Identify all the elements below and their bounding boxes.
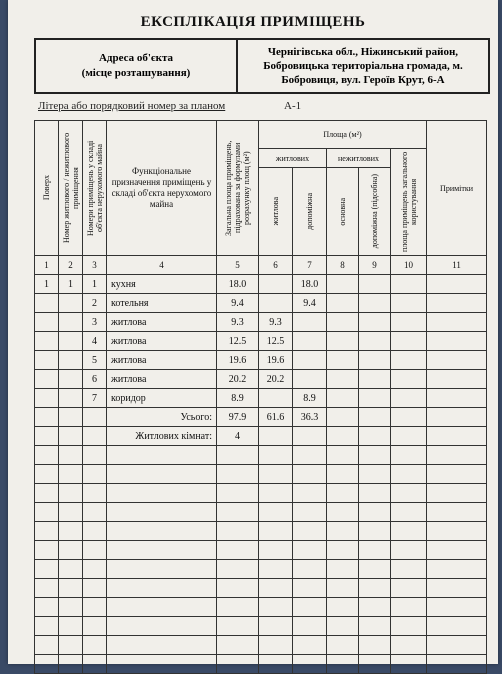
empty-row [35, 598, 487, 617]
empty-cell [35, 636, 59, 655]
col-number: 2 [59, 256, 83, 275]
cell-room: 5 [83, 351, 107, 370]
table-row [35, 351, 487, 370]
empty-cell [359, 617, 391, 636]
empty-cell [391, 446, 427, 465]
cell-living [259, 294, 293, 313]
header-total-area: Загальна площа приміщень, підрахована за формулами розрахунку площ (м²) [217, 121, 259, 256]
table-row [35, 313, 487, 332]
empty-cell [327, 370, 359, 389]
empty-cell [327, 294, 359, 313]
header-utility: допоміжна (підсобна) [359, 168, 391, 256]
cell-aux [293, 370, 327, 389]
cell-room: 1 [83, 275, 107, 294]
col-number: 7 [293, 256, 327, 275]
empty-cell [59, 503, 83, 522]
header-nonresidential: нежитлових [327, 149, 391, 168]
empty-cell [293, 579, 327, 598]
col-number: 1 [35, 256, 59, 275]
empty-row [35, 484, 487, 503]
empty-cell [83, 465, 107, 484]
empty-cell [259, 655, 293, 674]
empty-cell [359, 275, 391, 294]
empty-cell [259, 560, 293, 579]
rooms-row [35, 427, 487, 446]
empty-cell [107, 636, 217, 655]
cell-total: 20.2 [217, 370, 259, 389]
cell-function: коридор [107, 389, 217, 408]
empty-cell [107, 465, 217, 484]
empty-cell [391, 484, 427, 503]
empty-row [35, 636, 487, 655]
empty-cell [83, 579, 107, 598]
header-area-group: Площа (м²) [259, 121, 427, 149]
empty-row [35, 541, 487, 560]
address-label [36, 40, 238, 92]
empty-cell [59, 465, 83, 484]
cell-unit [59, 351, 83, 370]
empty-cell [391, 617, 427, 636]
empty-cell [359, 560, 391, 579]
header-living: житлова [259, 168, 293, 256]
empty-cell [59, 560, 83, 579]
explication-table [34, 120, 487, 674]
empty-row [35, 465, 487, 484]
empty-cell [327, 617, 359, 636]
cell-total: 12.5 [217, 332, 259, 351]
empty-cell [83, 484, 107, 503]
empty-cell [359, 503, 391, 522]
empty-cell [107, 484, 217, 503]
cell-room: 3 [83, 313, 107, 332]
empty-cell [359, 541, 391, 560]
header-row-1 [35, 121, 487, 149]
empty-cell [427, 351, 487, 370]
cell-unit [59, 294, 83, 313]
rooms-count: 4 [217, 427, 259, 446]
litera-label: Літера або порядковий номер за планом [38, 100, 226, 112]
empty-cell [359, 465, 391, 484]
cell-living [259, 275, 293, 294]
cell-room: 7 [83, 389, 107, 408]
empty-cell [359, 332, 391, 351]
empty-cell [217, 446, 259, 465]
empty-cell [391, 351, 427, 370]
cell-function: житлова [107, 332, 217, 351]
empty-cell [107, 655, 217, 674]
header-main: основна [327, 168, 359, 256]
cell-function: житлова [107, 351, 217, 370]
empty-cell [427, 389, 487, 408]
empty-cell [359, 389, 391, 408]
cell-room: 2 [83, 294, 107, 313]
empty-cell [259, 522, 293, 541]
empty-cell [293, 484, 327, 503]
empty-cell [391, 541, 427, 560]
cell-unit [59, 389, 83, 408]
header-function: Функціональне призначення приміщень у складі об'єкта нерухомого майна [107, 121, 217, 256]
empty-cell [359, 484, 391, 503]
cell-room: 6 [83, 370, 107, 389]
cell-living [259, 389, 293, 408]
empty-cell [327, 275, 359, 294]
table-row [35, 389, 487, 408]
cell-unit [59, 332, 83, 351]
empty-cell [391, 275, 427, 294]
empty-cell [359, 522, 391, 541]
table-row [35, 370, 487, 389]
empty-cell [327, 503, 359, 522]
empty-cell [427, 579, 487, 598]
cell-function: житлова [107, 313, 217, 332]
column-number-row [35, 256, 487, 275]
empty-cell [391, 579, 427, 598]
empty-cell [107, 503, 217, 522]
empty-row [35, 522, 487, 541]
empty-cell [107, 522, 217, 541]
cell-floor [35, 351, 59, 370]
empty-cell [327, 313, 359, 332]
empty-cell [217, 655, 259, 674]
empty-cell [293, 598, 327, 617]
empty-cell [327, 560, 359, 579]
col-number: 9 [359, 256, 391, 275]
empty-cell [293, 446, 327, 465]
empty-cell [83, 503, 107, 522]
col-number: 4 [107, 256, 217, 275]
cell-aux [293, 332, 327, 351]
empty-cell [35, 446, 59, 465]
empty-cell [83, 446, 107, 465]
empty-row [35, 579, 487, 598]
empty-cell [59, 541, 83, 560]
totals-row [35, 408, 487, 427]
empty-cell [327, 332, 359, 351]
cell-total: 18.0 [217, 275, 259, 294]
empty-cell [427, 636, 487, 655]
totals-total: 97.9 [217, 408, 259, 427]
empty-row [35, 446, 487, 465]
col-number: 10 [391, 256, 427, 275]
empty-cell [107, 617, 217, 636]
cell-aux: 18.0 [293, 275, 327, 294]
empty-cell [391, 313, 427, 332]
empty-cell [327, 351, 359, 370]
rooms-label: Житлових кімнат: [107, 427, 217, 446]
cell-function: кухня [107, 275, 217, 294]
empty-cell [391, 655, 427, 674]
empty-cell [217, 617, 259, 636]
cell-unit [59, 313, 83, 332]
empty-cell [391, 522, 427, 541]
empty-cell [107, 560, 217, 579]
empty-cell [217, 522, 259, 541]
col-number: 11 [427, 256, 487, 275]
totals-living: 61.6 [259, 408, 293, 427]
empty-cell [217, 636, 259, 655]
cell-floor [35, 389, 59, 408]
empty-cell [35, 560, 59, 579]
empty-cell [59, 446, 83, 465]
empty-cell [427, 275, 487, 294]
empty-cell [359, 579, 391, 598]
header-common-area: площа приміщень загального користування [391, 149, 427, 256]
document-sheet [8, 0, 498, 664]
empty-cell [107, 446, 217, 465]
col-number: 8 [327, 256, 359, 275]
table-row [35, 294, 487, 313]
empty-cell [259, 541, 293, 560]
empty-cell [259, 636, 293, 655]
empty-cell [427, 560, 487, 579]
empty-cell [259, 598, 293, 617]
cell-living: 19.6 [259, 351, 293, 370]
empty-cell [35, 598, 59, 617]
cell-aux: 9.4 [293, 294, 327, 313]
cell-floor: 1 [35, 275, 59, 294]
empty-cell [293, 617, 327, 636]
empty-cell [327, 484, 359, 503]
empty-cell [391, 503, 427, 522]
empty-cell [217, 484, 259, 503]
empty-cell [427, 313, 487, 332]
cell-living: 12.5 [259, 332, 293, 351]
address-label-line1: Адреса об'єкта [98, 52, 174, 64]
empty-cell [83, 617, 107, 636]
empty-cell [293, 655, 327, 674]
empty-cell [359, 370, 391, 389]
empty-cell [427, 370, 487, 389]
empty-cell [293, 503, 327, 522]
empty-cell [293, 636, 327, 655]
empty-cell [327, 636, 359, 655]
empty-cell [217, 598, 259, 617]
empty-cell [391, 465, 427, 484]
empty-cell [359, 313, 391, 332]
litera-value: А-1 [284, 100, 302, 112]
cell-function: житлова [107, 370, 217, 389]
cell-function: котельня [107, 294, 217, 313]
cell-floor [35, 332, 59, 351]
cell-floor [35, 294, 59, 313]
header-residential: житлових [259, 149, 327, 168]
empty-cell [35, 579, 59, 598]
empty-cell [327, 465, 359, 484]
empty-cell [427, 465, 487, 484]
empty-cell [217, 560, 259, 579]
empty-cell [359, 351, 391, 370]
empty-cell [427, 484, 487, 503]
header-floor: Поверх [35, 121, 59, 256]
empty-cell [359, 294, 391, 313]
empty-cell [59, 484, 83, 503]
col-number: 6 [259, 256, 293, 275]
empty-cell [327, 598, 359, 617]
empty-cell [59, 636, 83, 655]
empty-cell [259, 465, 293, 484]
empty-cell [327, 522, 359, 541]
empty-cell [107, 598, 217, 617]
header-room-number: Номери приміщень у складі об'єкта нерухомого майна [83, 121, 107, 256]
litera-line [38, 100, 302, 112]
empty-cell [327, 389, 359, 408]
empty-cell [427, 617, 487, 636]
empty-cell [391, 294, 427, 313]
empty-cell [83, 636, 107, 655]
empty-cell [427, 294, 487, 313]
empty-cell [59, 579, 83, 598]
address-value: Чернігівська обл., Ніжинський район, Бобровицька територіальна громада, м. Бобровиця, вул. Героїв Крут, 6-А [263, 46, 463, 86]
empty-cell [427, 446, 487, 465]
empty-cell [35, 541, 59, 560]
cell-total: 19.6 [217, 351, 259, 370]
empty-cell [83, 541, 107, 560]
cell-total: 9.3 [217, 313, 259, 332]
cell-floor [35, 370, 59, 389]
col-number: 5 [217, 256, 259, 275]
empty-cell [359, 598, 391, 617]
empty-cell [427, 522, 487, 541]
empty-cell [327, 579, 359, 598]
empty-cell [259, 484, 293, 503]
cell-total: 8.9 [217, 389, 259, 408]
empty-cell [59, 617, 83, 636]
empty-row [35, 503, 487, 522]
empty-cell [391, 332, 427, 351]
empty-cell [83, 522, 107, 541]
empty-cell [327, 446, 359, 465]
header-notes: Примітки [427, 121, 487, 256]
empty-cell [391, 598, 427, 617]
empty-row [35, 655, 487, 674]
cell-unit: 1 [59, 275, 83, 294]
empty-cell [327, 655, 359, 674]
empty-cell [35, 484, 59, 503]
address-label-line2: (місце розташування) [81, 67, 191, 79]
empty-cell [259, 579, 293, 598]
empty-cell [59, 522, 83, 541]
col-number: 3 [83, 256, 107, 275]
table-row [35, 332, 487, 351]
totals-aux: 36.3 [293, 408, 327, 427]
empty-cell [259, 503, 293, 522]
cell-aux [293, 351, 327, 370]
empty-cell [217, 541, 259, 560]
empty-row [35, 617, 487, 636]
empty-cell [293, 541, 327, 560]
empty-cell [391, 636, 427, 655]
empty-cell [293, 560, 327, 579]
empty-cell [217, 579, 259, 598]
empty-cell [35, 465, 59, 484]
cell-aux: 8.9 [293, 389, 327, 408]
empty-cell [359, 636, 391, 655]
empty-cell [59, 655, 83, 674]
empty-cell [35, 503, 59, 522]
cell-floor [35, 313, 59, 332]
empty-cell [359, 655, 391, 674]
empty-cell [259, 446, 293, 465]
cell-living: 9.3 [259, 313, 293, 332]
address-box [34, 38, 490, 94]
document-title: ЕКСПЛІКАЦІЯ ПРИМІЩЕНЬ [140, 14, 366, 30]
empty-cell [107, 541, 217, 560]
empty-cell [427, 332, 487, 351]
empty-cell [59, 598, 83, 617]
empty-cell [359, 446, 391, 465]
empty-cell [427, 541, 487, 560]
totals-label: Усього: [107, 408, 217, 427]
empty-cell [427, 655, 487, 674]
empty-cell [391, 370, 427, 389]
table-row [35, 275, 487, 294]
empty-cell [35, 522, 59, 541]
empty-cell [83, 655, 107, 674]
empty-cell [427, 598, 487, 617]
cell-unit [59, 370, 83, 389]
empty-cell [83, 560, 107, 579]
empty-cell [259, 617, 293, 636]
empty-cell [217, 465, 259, 484]
cell-total: 9.4 [217, 294, 259, 313]
empty-row [35, 560, 487, 579]
empty-cell [293, 522, 327, 541]
empty-cell [427, 503, 487, 522]
cell-living: 20.2 [259, 370, 293, 389]
empty-cell [391, 389, 427, 408]
empty-cell [293, 465, 327, 484]
empty-cell [391, 560, 427, 579]
cell-aux [293, 313, 327, 332]
empty-cell [35, 617, 59, 636]
header-aux: допоміжна [293, 168, 327, 256]
empty-cell [327, 541, 359, 560]
empty-cell [35, 655, 59, 674]
empty-cell [83, 598, 107, 617]
cell-room: 4 [83, 332, 107, 351]
header-unit: Номер житлового / нежитлового приміщення [59, 121, 83, 256]
empty-cell [217, 503, 259, 522]
empty-cell [107, 579, 217, 598]
